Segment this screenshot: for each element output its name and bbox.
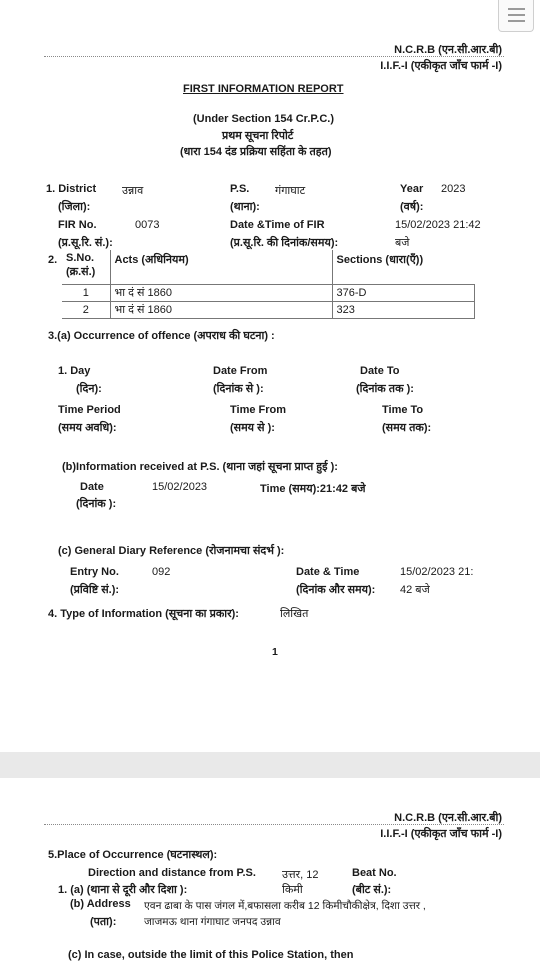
beat-hi: (बीट सं.): bbox=[352, 884, 392, 896]
page-separator bbox=[0, 752, 540, 778]
row-act: भा दं सं 1860 bbox=[110, 301, 332, 318]
ps-value: गंगाघाट bbox=[275, 185, 306, 197]
time-period-hi: (समय अवधि): bbox=[58, 422, 117, 434]
acts-table bbox=[62, 250, 475, 319]
time-to-label: Time To bbox=[382, 404, 424, 416]
entry-label: Entry No. bbox=[70, 566, 119, 578]
subtitle-en: (Under Section 154 Cr.P.C.) bbox=[193, 113, 335, 125]
subtitle-hi: प्रथम सूचना रिपोर्ट bbox=[222, 130, 294, 142]
direction-label: Direction and distance from P.S. bbox=[88, 867, 256, 879]
date-from-label: Date From bbox=[213, 365, 268, 377]
place-title: 5.Place of Occurrence (घटनास्थल): bbox=[48, 849, 218, 861]
info-type-value: लिखित bbox=[280, 608, 309, 620]
address-value-2: जाजमऊ थाना गंगाघाट जनपद उन्नाव bbox=[144, 916, 281, 928]
year-value: 2023 bbox=[441, 183, 466, 195]
header-form: I.I.F.-I (एकीकृत जाँच फार्म -I) bbox=[380, 828, 502, 840]
direction-value: उत्तर, 12 bbox=[282, 869, 319, 881]
menu-icon-line bbox=[508, 8, 525, 10]
info-date-hi: (दिनांक ): bbox=[76, 498, 117, 510]
info-time: Time (समय):21:42 बजे bbox=[260, 483, 366, 495]
entry-value: 092 bbox=[152, 566, 171, 578]
divider bbox=[44, 824, 504, 825]
sno-header bbox=[62, 250, 110, 284]
beat-label: Beat No. bbox=[352, 867, 397, 879]
address-hi: (पता): bbox=[90, 916, 117, 928]
row-act: भा दं सं 1860 bbox=[110, 284, 332, 301]
address-value: एवन ढाबा के पास जंगल में,बफासला करीब 12 किमीचौकीक्षेत्र, दिशा उत्तर , bbox=[144, 900, 426, 912]
day-hi: (दिन): bbox=[76, 383, 102, 395]
district-value: उन्नाव bbox=[122, 185, 144, 197]
menu-icon-line bbox=[508, 20, 525, 22]
divider bbox=[44, 56, 504, 57]
gd-title: (c) General Diary Reference (रोजनामचा संदर्भ ): bbox=[58, 545, 285, 557]
gd-datetime-value-2: 42 बजे bbox=[400, 584, 430, 596]
occurrence-title: 3.(a) Occurrence of offence (अपराध की घटना) : bbox=[48, 330, 275, 342]
fir-hi: (प्र.सू.रि. सं.): bbox=[58, 237, 113, 249]
menu-button[interactable] bbox=[498, 0, 534, 32]
fir-label: FIR No. bbox=[58, 219, 97, 231]
page-title: FIRST INFORMATION REPORT bbox=[183, 83, 344, 95]
gd-datetime-label: Date & Time bbox=[296, 566, 360, 578]
ps-label: P.S. bbox=[230, 183, 250, 195]
table-row bbox=[62, 301, 474, 318]
year-label: Year bbox=[400, 183, 424, 195]
district-hi: (जिला): bbox=[58, 201, 91, 213]
info-date-label: Date bbox=[80, 481, 104, 493]
time-to-hi: (समय तक): bbox=[382, 422, 432, 434]
address-label: (b) Address bbox=[70, 898, 131, 910]
menu-icon-line bbox=[508, 14, 525, 16]
date-to-label: Date To bbox=[360, 365, 400, 377]
date-to-hi: (दिनांक तक ): bbox=[356, 383, 414, 395]
row-sno: 2 bbox=[62, 301, 110, 318]
header-org: N.C.R.B (एन.सी.आर.बी) bbox=[394, 812, 502, 824]
outside-limit-text: (c) In case, outside the limit of this Police Station, then bbox=[68, 949, 354, 961]
sno-header-hi: (क्र.सं.) bbox=[66, 266, 96, 278]
day-label: 1. Day bbox=[58, 365, 91, 377]
gd-datetime-value: 15/02/2023 21: bbox=[400, 566, 474, 578]
info-date-value: 15/02/2023 bbox=[152, 481, 208, 493]
gd-datetime-hi: (दिनांक और समय): bbox=[296, 584, 376, 596]
time-from-label: Time From bbox=[230, 404, 287, 416]
fir-datetime-label: Date &Time of FIR bbox=[230, 219, 325, 231]
district-label: 1. District bbox=[46, 183, 97, 195]
info-type-label: 4. Type of Information (सूचना का प्रकार): bbox=[48, 608, 239, 620]
fir-value: 0073 bbox=[135, 219, 160, 231]
year-hi: (वर्ष): bbox=[400, 201, 424, 213]
sno-header-label: S.No. bbox=[66, 252, 95, 264]
time-from-hi: (समय से ): bbox=[230, 422, 275, 434]
direction-hi: 1. (a) (थाना से दूरी और दिशा ): bbox=[58, 884, 188, 896]
acts-number: 2. bbox=[48, 254, 58, 266]
row-section: 376-D bbox=[332, 284, 474, 301]
table-header-row bbox=[62, 250, 474, 284]
direction-value-2: किमी bbox=[282, 884, 303, 896]
date-from-hi: (दिनांक से ): bbox=[213, 383, 264, 395]
time-period-label: Time Period bbox=[58, 404, 121, 416]
ps-hi: (थाना): bbox=[230, 201, 260, 213]
fir-datetime-value: 15/02/2023 21:42 bbox=[395, 219, 481, 231]
row-sno: 1 bbox=[62, 284, 110, 301]
sections-header: Sections (धारा(एँ)) bbox=[332, 250, 474, 284]
table-row bbox=[62, 284, 474, 301]
fir-datetime-value-2: बजे bbox=[395, 237, 410, 249]
fir-datetime-hi: (प्र.सू.रि. की दिनांक/समय): bbox=[230, 237, 339, 249]
subtitle-hi-2: (धारा 154 दंड प्रक्रिया सहिंता के तहत) bbox=[180, 146, 332, 158]
header-org: N.C.R.B (एन.सी.आर.बी) bbox=[394, 44, 502, 56]
page-number: 1 bbox=[272, 646, 278, 658]
row-section: 323 bbox=[332, 301, 474, 318]
header-form: I.I.F.-I (एकीकृत जाँच फार्म -I) bbox=[380, 60, 502, 72]
acts-header: Acts (अधिनियम) bbox=[110, 250, 332, 284]
entry-hi: (प्रविष्टि सं.): bbox=[70, 584, 120, 596]
info-received-title: (b)Information received at P.S. (थाना जहां सूचना प्राप्त हुई ): bbox=[62, 461, 338, 473]
